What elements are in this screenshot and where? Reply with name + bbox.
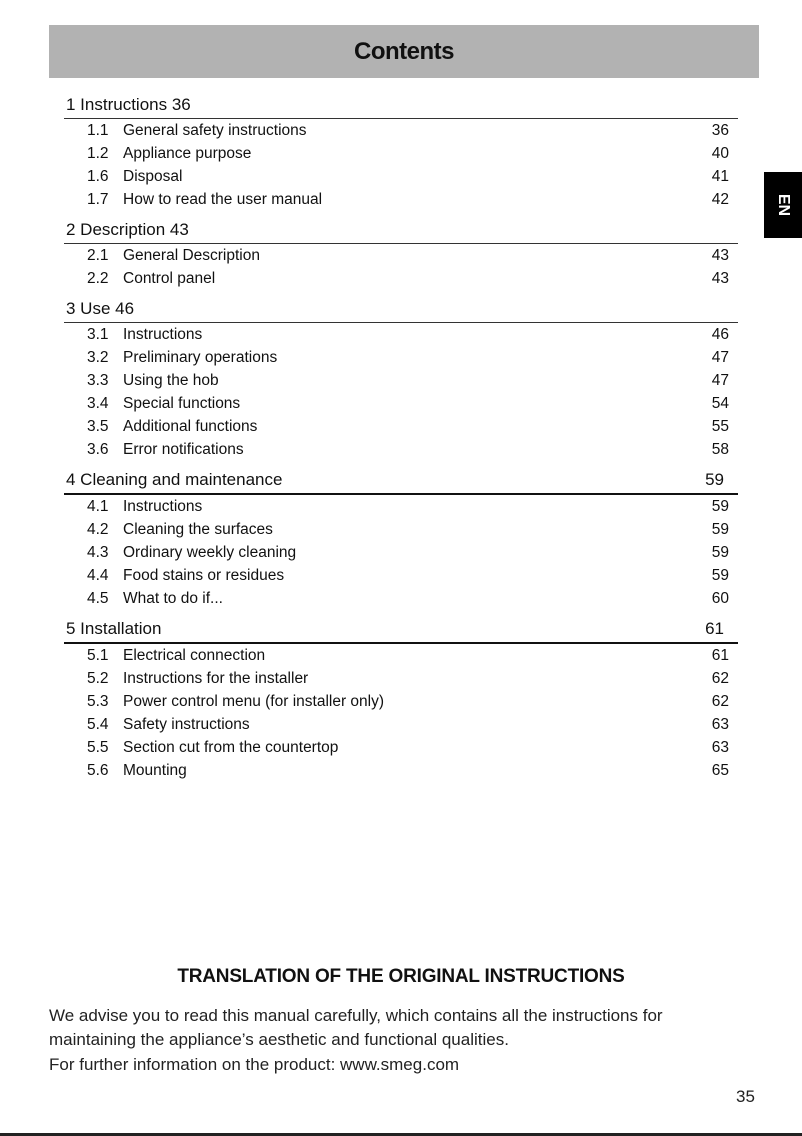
toc-section xyxy=(64,216,738,290)
entry-page: 62 xyxy=(711,693,729,710)
entry-title: What to do if... xyxy=(123,590,223,607)
translation-heading: TRANSLATION OF THE ORIGINAL INSTRUCTIONS xyxy=(177,966,625,987)
entry-page: 59 xyxy=(711,567,729,584)
entry-number: 1.6 xyxy=(87,168,109,185)
toc-entry[interactable] xyxy=(64,736,738,759)
toc-section xyxy=(64,615,738,782)
entry-number: 3.5 xyxy=(87,418,109,435)
toc-entry[interactable] xyxy=(64,541,738,564)
entry-title: Ordinary weekly cleaning xyxy=(123,544,297,561)
toc-entry[interactable] xyxy=(64,369,738,392)
entry-title: Disposal xyxy=(123,168,183,185)
language-tab[interactable] xyxy=(764,172,802,238)
toc-section-heading[interactable] xyxy=(64,295,738,323)
entry-title: Cleaning the surfaces xyxy=(123,521,273,538)
entry-title: Error notifications xyxy=(123,441,244,458)
advice-paragraph: We advise you to read this manual carefully, which contains all the instructions for maintaining the appliance’s aesthetic and functional qualities. xyxy=(49,1006,663,1049)
entry-title: Instructions for the installer xyxy=(123,670,309,687)
entry-page: 46 xyxy=(711,326,729,343)
entry-title: Instructions xyxy=(123,498,203,515)
toc-entry[interactable] xyxy=(64,323,738,346)
toc-section-heading[interactable] xyxy=(64,91,738,119)
entry-number: 5.6 xyxy=(87,762,109,779)
page-number: 35 xyxy=(736,1087,755,1106)
section-title: 5 Installation xyxy=(66,619,162,638)
entry-page: 61 xyxy=(711,647,729,664)
entry-number: 3.4 xyxy=(87,395,109,412)
toc-entry[interactable] xyxy=(64,587,738,610)
toc-entry[interactable] xyxy=(64,142,738,165)
entry-page: 59 xyxy=(711,521,729,538)
further-info-text: For further information on the product: www.smeg.com xyxy=(49,1055,460,1074)
toc-entry[interactable] xyxy=(64,415,738,438)
section-title: 1 Instructions 36 xyxy=(66,95,191,114)
page-title: Contents xyxy=(354,37,454,65)
entry-page: 60 xyxy=(711,590,729,607)
entry-number: 3.2 xyxy=(87,349,109,366)
toc-entry[interactable] xyxy=(64,690,738,713)
toc-entry[interactable] xyxy=(64,244,738,267)
entry-title: How to read the user manual xyxy=(123,191,323,208)
toc-entry[interactable] xyxy=(64,267,738,290)
entry-title: Special functions xyxy=(123,395,241,412)
entry-number: 2.1 xyxy=(87,247,109,264)
toc-section xyxy=(64,466,738,610)
toc-section xyxy=(64,91,738,211)
entry-title: Appliance purpose xyxy=(123,145,252,162)
entry-number: 1.1 xyxy=(87,122,109,139)
entry-number: 4.4 xyxy=(87,567,109,584)
entry-page: 63 xyxy=(711,716,729,733)
entry-number: 1.7 xyxy=(87,191,109,208)
entry-page: 65 xyxy=(711,762,729,779)
entry-number: 5.3 xyxy=(87,693,109,710)
entry-number: 4.5 xyxy=(87,590,109,607)
entry-title: Additional functions xyxy=(123,418,258,435)
entry-title: Power control menu (for installer only) xyxy=(123,693,385,710)
entry-page: 58 xyxy=(711,441,729,458)
toc-entry[interactable] xyxy=(64,438,738,461)
toc-entry[interactable] xyxy=(64,518,738,541)
entry-title: Mounting xyxy=(123,762,187,779)
entry-page: 63 xyxy=(711,739,729,756)
entry-page: 36 xyxy=(711,122,729,139)
toc-entry[interactable] xyxy=(64,713,738,736)
entry-page: 55 xyxy=(711,418,729,435)
toc-entry[interactable] xyxy=(64,564,738,587)
entry-title: Instructions xyxy=(123,326,203,343)
entry-number: 4.2 xyxy=(87,521,109,538)
entry-title: Preliminary operations xyxy=(123,349,278,366)
toc-entry[interactable] xyxy=(64,667,738,690)
language-tab-label: EN xyxy=(774,193,792,217)
entry-number: 4.1 xyxy=(87,498,109,515)
entry-number: 5.4 xyxy=(87,716,109,733)
toc-entry[interactable] xyxy=(64,644,738,667)
toc-entry[interactable] xyxy=(64,165,738,188)
toc-entry[interactable] xyxy=(64,759,738,782)
toc-section-heading[interactable] xyxy=(64,615,738,644)
toc-entry[interactable] xyxy=(64,495,738,518)
entry-page: 62 xyxy=(711,670,729,687)
entry-page: 43 xyxy=(711,270,729,287)
entry-number: 5.2 xyxy=(87,670,109,687)
entry-number: 2.2 xyxy=(87,270,109,287)
entry-title: Section cut from the countertop xyxy=(123,739,339,756)
entry-number: 3.3 xyxy=(87,372,109,389)
entry-page: 47 xyxy=(711,372,729,389)
entry-page: 41 xyxy=(711,168,729,185)
entry-title: Electrical connection xyxy=(123,647,266,664)
entry-page: 59 xyxy=(711,544,729,561)
section-title: 2 Description 43 xyxy=(66,220,189,239)
entry-title: Food stains or residues xyxy=(123,567,285,584)
table-of-contents xyxy=(64,91,738,782)
entry-page: 59 xyxy=(711,498,729,515)
entry-page: 42 xyxy=(711,191,729,208)
contents-header xyxy=(49,25,759,78)
entry-number: 5.5 xyxy=(87,739,109,756)
section-title: 4 Cleaning and maintenance xyxy=(66,470,283,489)
toc-section xyxy=(64,295,738,461)
toc-section-heading[interactable] xyxy=(64,466,738,495)
toc-entry[interactable] xyxy=(64,119,738,142)
toc-entry[interactable] xyxy=(64,346,738,369)
entry-title: Safety instructions xyxy=(123,716,250,733)
entry-title: General safety instructions xyxy=(123,122,307,139)
entry-page: 47 xyxy=(711,349,729,366)
entry-title: General Description xyxy=(123,247,260,264)
section-title: 3 Use 46 xyxy=(66,299,135,318)
entry-title: Control panel xyxy=(123,270,216,287)
entry-number: 4.3 xyxy=(87,544,109,561)
entry-page: 40 xyxy=(711,145,729,162)
entry-number: 3.1 xyxy=(87,326,109,343)
section-page: 61 xyxy=(705,619,724,638)
toc-entry[interactable] xyxy=(64,188,738,211)
toc-entry[interactable] xyxy=(64,392,738,415)
entry-page: 43 xyxy=(711,247,729,264)
entry-page: 54 xyxy=(711,395,729,412)
entry-number: 1.2 xyxy=(87,145,109,162)
toc-section-heading[interactable] xyxy=(64,216,738,244)
section-page: 59 xyxy=(705,470,724,489)
entry-title: Using the hob xyxy=(123,372,219,389)
entry-number: 3.6 xyxy=(87,441,109,458)
entry-number: 5.1 xyxy=(87,647,109,664)
